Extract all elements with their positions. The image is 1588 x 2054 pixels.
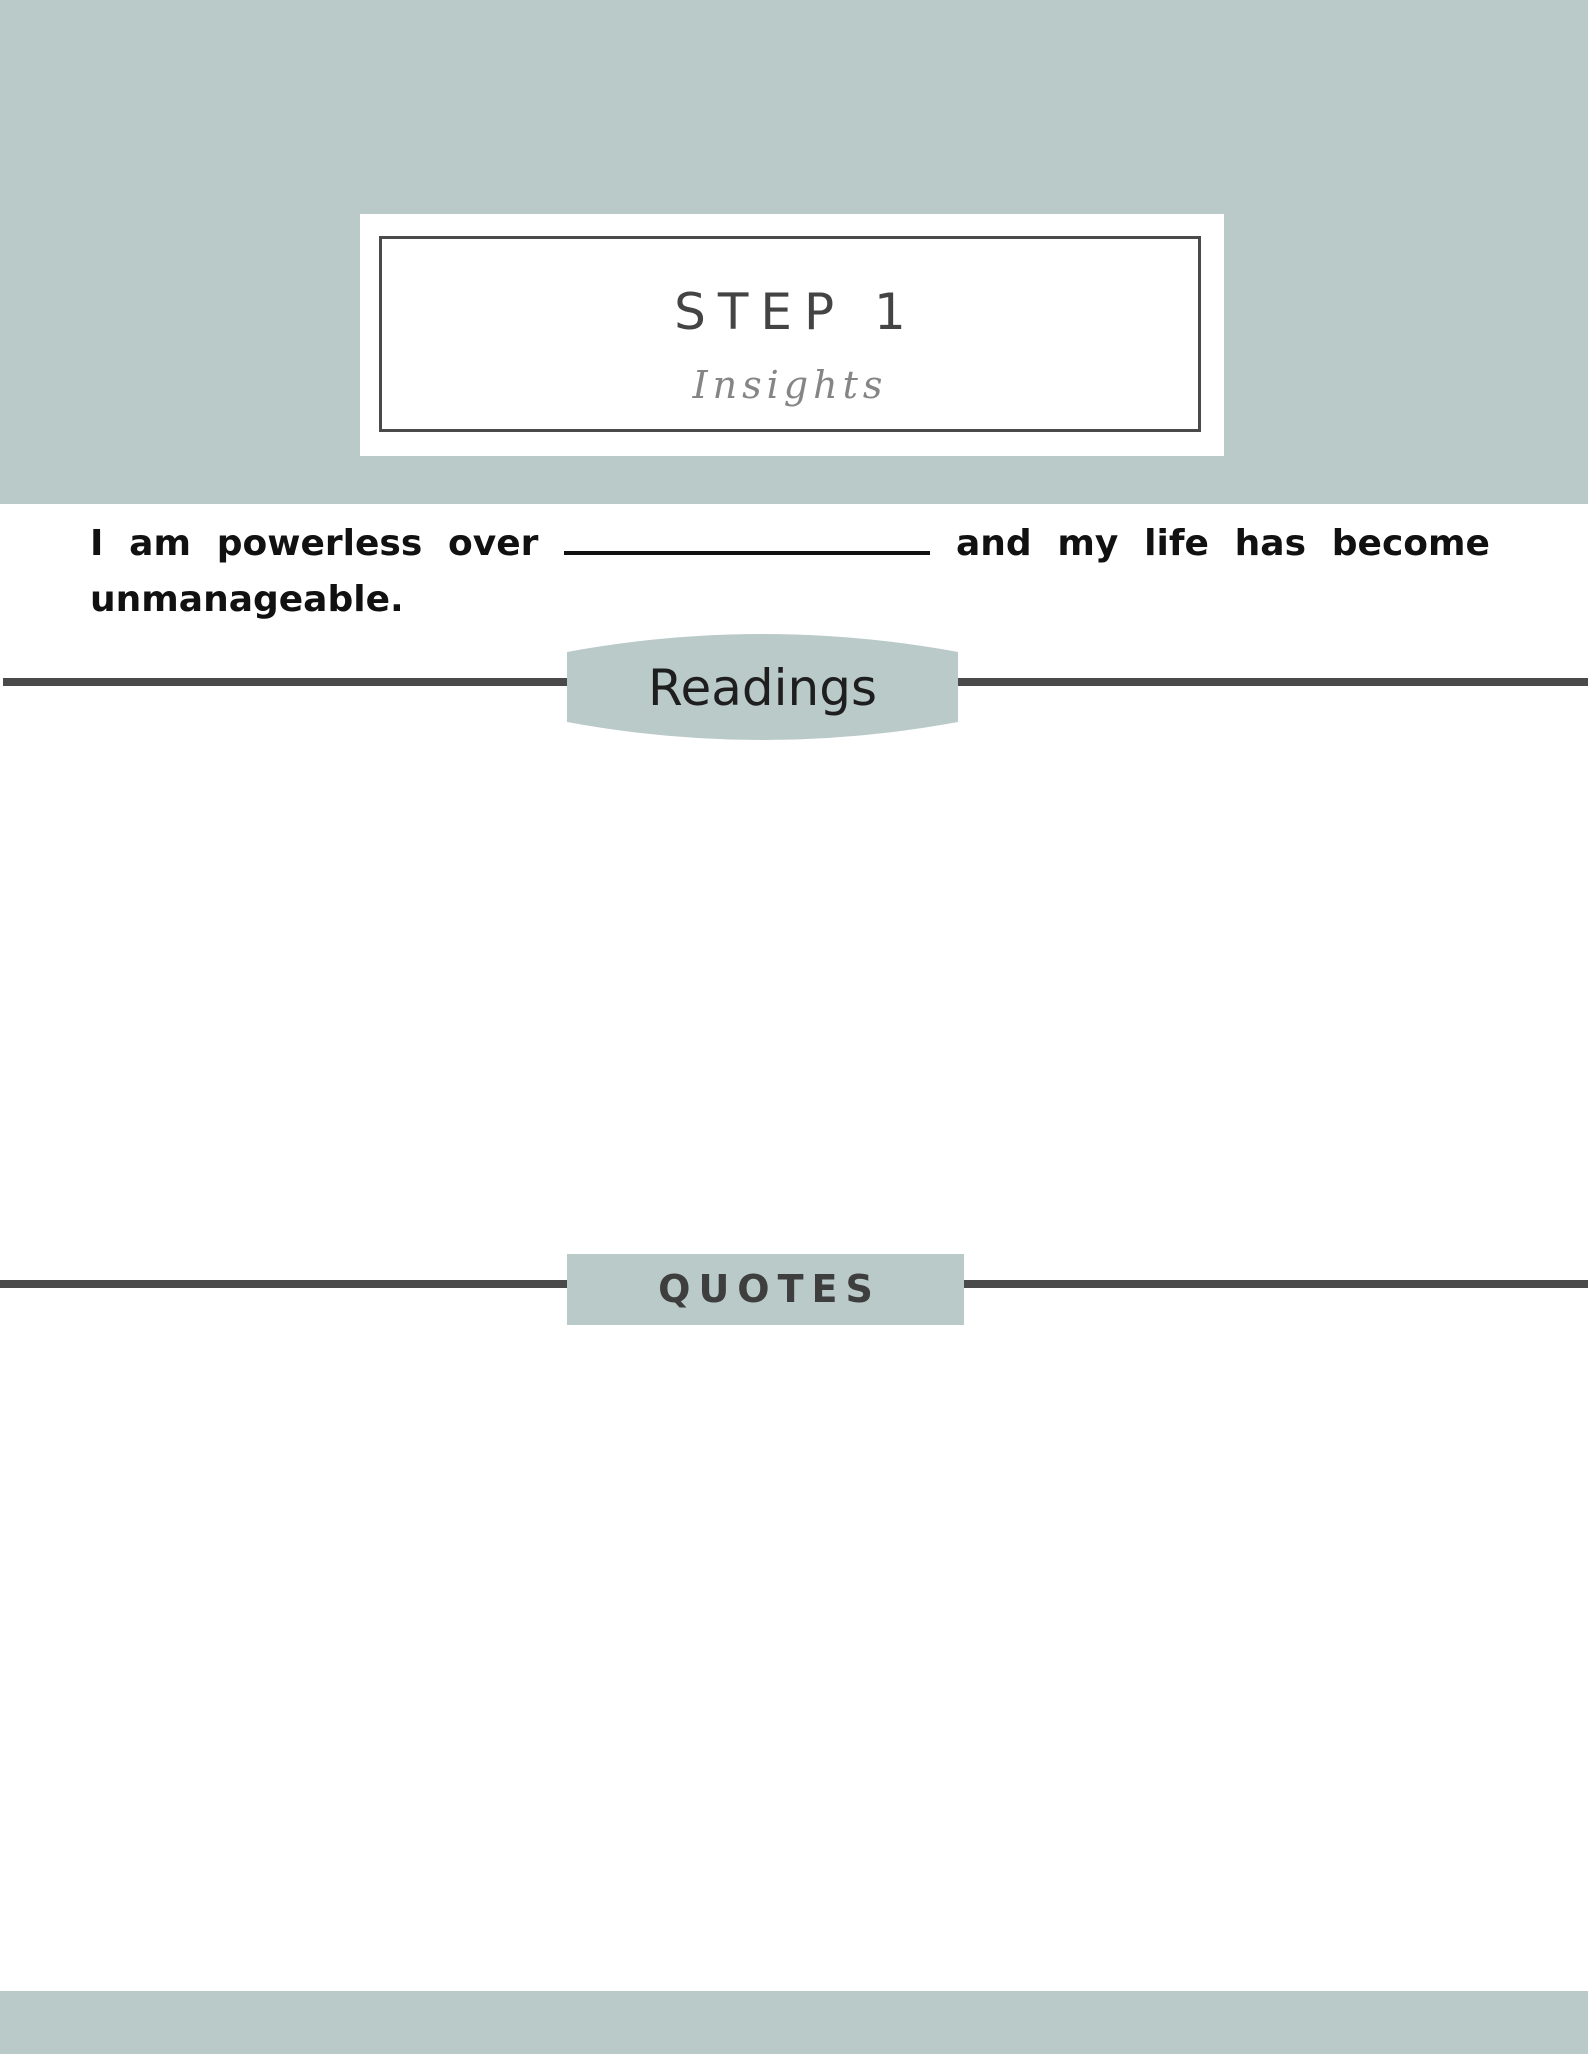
quotes-heading: QUOTES [658, 1267, 881, 1311]
page-title: STEP 1 [674, 283, 918, 341]
page-subtitle: Insights [692, 363, 888, 407]
readings-rule-right [956, 678, 1588, 686]
quotes-banner [567, 1254, 964, 1325]
statement-before-blank: I am powerless over [90, 523, 539, 564]
quotes-rule-left [0, 1280, 569, 1288]
fill-in-blank[interactable] [564, 521, 930, 555]
footer-band [0, 1991, 1588, 2054]
quotes-rule-right [962, 1280, 1588, 1288]
title-card [360, 214, 1224, 456]
readings-heading: Readings [647, 659, 877, 717]
powerless-statement [90, 516, 1490, 628]
readings-rule-left [3, 678, 569, 686]
title-frame [379, 236, 1201, 432]
statement-after-blank: and my life has become unmanageable. [90, 523, 1490, 620]
